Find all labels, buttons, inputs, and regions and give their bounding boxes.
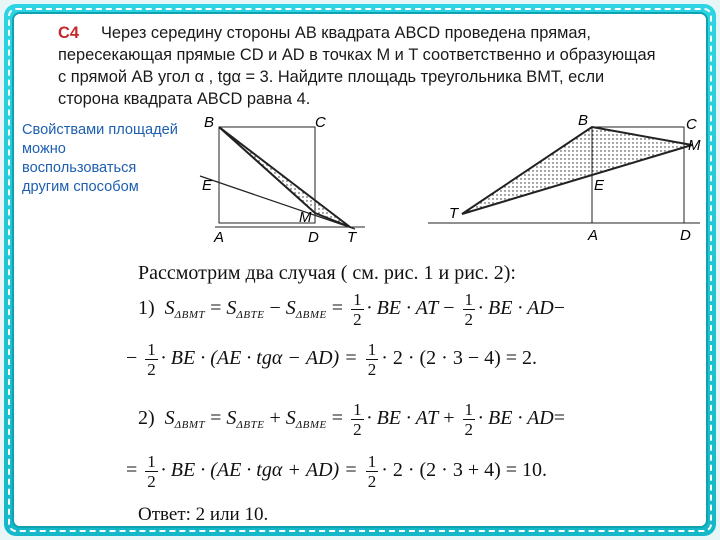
case1-number: 1) xyxy=(138,297,155,320)
label-d: D xyxy=(308,229,319,246)
triangle-bmt xyxy=(219,127,350,227)
hint-text: Свойствами площадей можно воспользоваться другим способом xyxy=(22,122,178,195)
fraction-half: $\frac{1}{2}$ xyxy=(367,340,377,379)
label-b: B xyxy=(578,112,589,129)
label-b: B xyxy=(204,114,215,131)
label-e: E xyxy=(594,177,605,194)
line-et xyxy=(200,176,355,229)
fraction-half: $\frac{1}{2}$ xyxy=(464,290,474,329)
label-t: T xyxy=(449,205,459,222)
figure-1 xyxy=(190,112,380,247)
fraction-half: $\frac{1}{2}$ xyxy=(147,452,156,491)
problem-text: Через середину стороны AB квадрата ABCD проведена прямая, пересекающая прямые CD и AD в точках M и T соответственно и образующая с прямой AB угол α , tgα = 3. Найдите площадь треугольника BMT, если сторона квадрата ABCD равна 4. xyxy=(58,24,656,108)
label-c: C xyxy=(315,114,326,131)
label-a: A xyxy=(588,227,599,244)
label-m: M xyxy=(688,137,701,154)
fraction-half: $\frac{1}{2}$ xyxy=(353,290,362,329)
figure-2 xyxy=(420,110,710,245)
fraction-half: $\frac{1}{2}$ xyxy=(353,400,362,439)
case1-line2: − $\frac{1}{2}$ · BE · (AE · tgα − AD) = $\frac{1}{2}$ · 2 · (2 · 3 − 4) = 2. xyxy=(126,340,538,379)
label-m: M xyxy=(299,209,312,226)
answer: Ответ: 2 или 10. xyxy=(138,504,269,525)
case2-number: 2) xyxy=(138,407,155,430)
label-c: C xyxy=(686,116,697,133)
problem-statement xyxy=(58,22,664,110)
triangle-bmt xyxy=(462,127,692,214)
label-a: A xyxy=(214,229,225,246)
case1-line1: 1) $S_{\Delta BMT} = S_{\Delta BTE} - S_{\Delta BME}$ = $\frac{1}{2}$ · BE · AT − $\frac{1}{2}$ · BE · AD− xyxy=(138,290,566,329)
label-e: E xyxy=(202,177,213,194)
fraction-half: $\frac{1}{2}$ xyxy=(147,340,156,379)
solution-intro: Рассмотрим два случая ( см. рис. 1 и рис. 2): xyxy=(138,262,516,284)
fraction-half: $\frac{1}{2}$ xyxy=(367,452,377,491)
problem-tag: С4 xyxy=(58,24,79,42)
label-t: T xyxy=(347,229,357,246)
label-d: D xyxy=(680,227,691,244)
case2-line2: = $\frac{1}{2}$ · BE · (AE · tgα + AD) = $\frac{1}{2}$ · 2 · (2 · 3 + 4) = 10. xyxy=(126,452,548,491)
case2-line1: 2) $S_{\Delta BMT} = S_{\Delta BTE} + S_{\Delta BME}$ = $\frac{1}{2}$ · BE · AT + $\frac{1}{2}$ · BE · AD= xyxy=(138,400,566,439)
fraction-half: $\frac{1}{2}$ xyxy=(464,400,474,439)
